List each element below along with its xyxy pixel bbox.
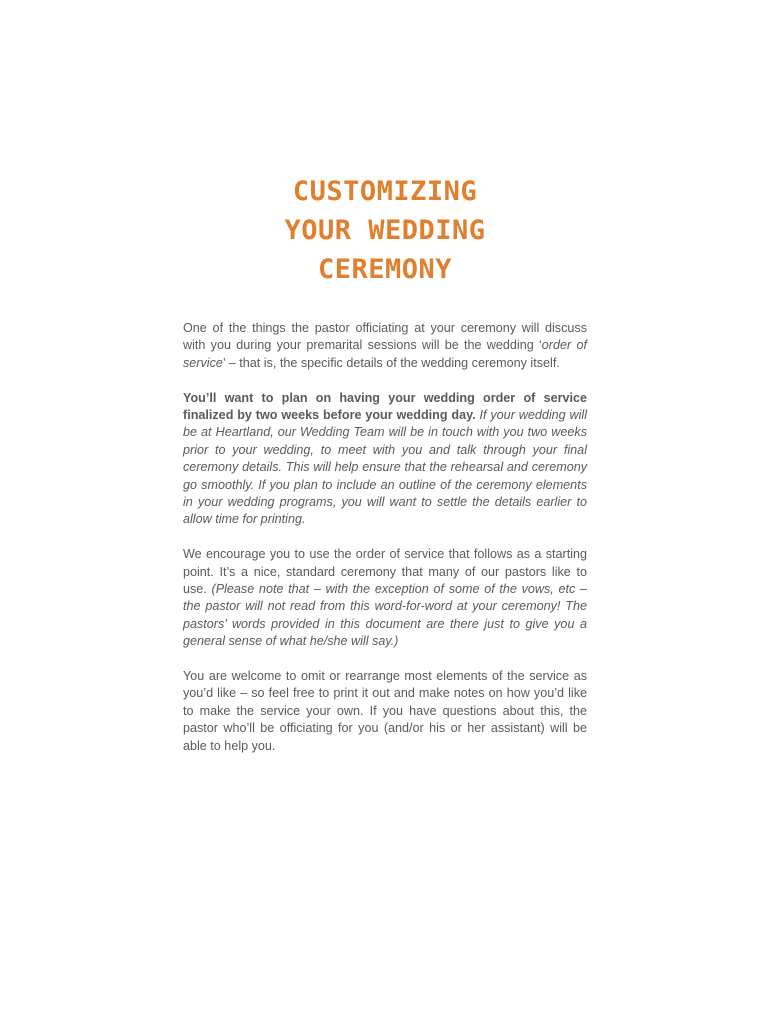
paragraph-intro-italic: order of service <box>183 338 587 370</box>
paragraph-deadline-bold: You’ll want to plan on having your wedding order of service finalized by two weeks before your wedding day. <box>183 390 587 423</box>
page-title <box>0 172 770 289</box>
paragraph-customize <box>183 668 587 755</box>
paragraph-customize-text: You are welcome to omit or rearrange most elements of the service as you’d like – so feel free to print it out and make notes on how you’d like to make the service your own. If you have questions about this, the pastor who’ll be officiating for you (and/or his or her assistant) will be able to help you. <box>183 669 587 753</box>
paragraph-intro-text-a: One of the things the pastor officiating at your ceremony will discuss with you during your premarital sessions will be the wedding ‘ <box>183 321 587 353</box>
paragraph-deadline-italic: If your wedding will be at Heartland, our Wedding Team will be in touch with you two weeks prior to your wedding, to meet with you and talk through your final ceremony details. This will help ensure that the rehearsal and ceremony go smoothly. If you plan to include an outline of the ceremony elements in your wedding programs, you will want to settle the details earlier to allow time for printing. <box>183 408 587 527</box>
paragraph-deadline <box>183 390 587 529</box>
title-line-1: CUSTOMIZING <box>292 176 478 207</box>
paragraph-order-text: We encourage you to use the order of service that follows as a starting point. It’s a nice, standard ceremony that many of our pastors like to use. <box>183 547 587 597</box>
paragraph-intro <box>183 320 587 372</box>
title-line-3: CEREMONY <box>317 254 453 285</box>
paragraph-order-italic: (Please note that – with the exception of some of the vows, etc – the pastor will not read from this word-for-word at your ceremony! The pastors’ words provided in this document are there just to give you a general sense of what he/she will say.) <box>183 582 588 649</box>
paragraph-intro-text-b: ’ – that is, the specific details of the wedding ceremony itself. <box>222 355 560 370</box>
paragraph-order-of-service <box>183 546 587 650</box>
document-body <box>183 320 587 773</box>
title-line-2: YOUR WEDDING <box>284 215 486 246</box>
